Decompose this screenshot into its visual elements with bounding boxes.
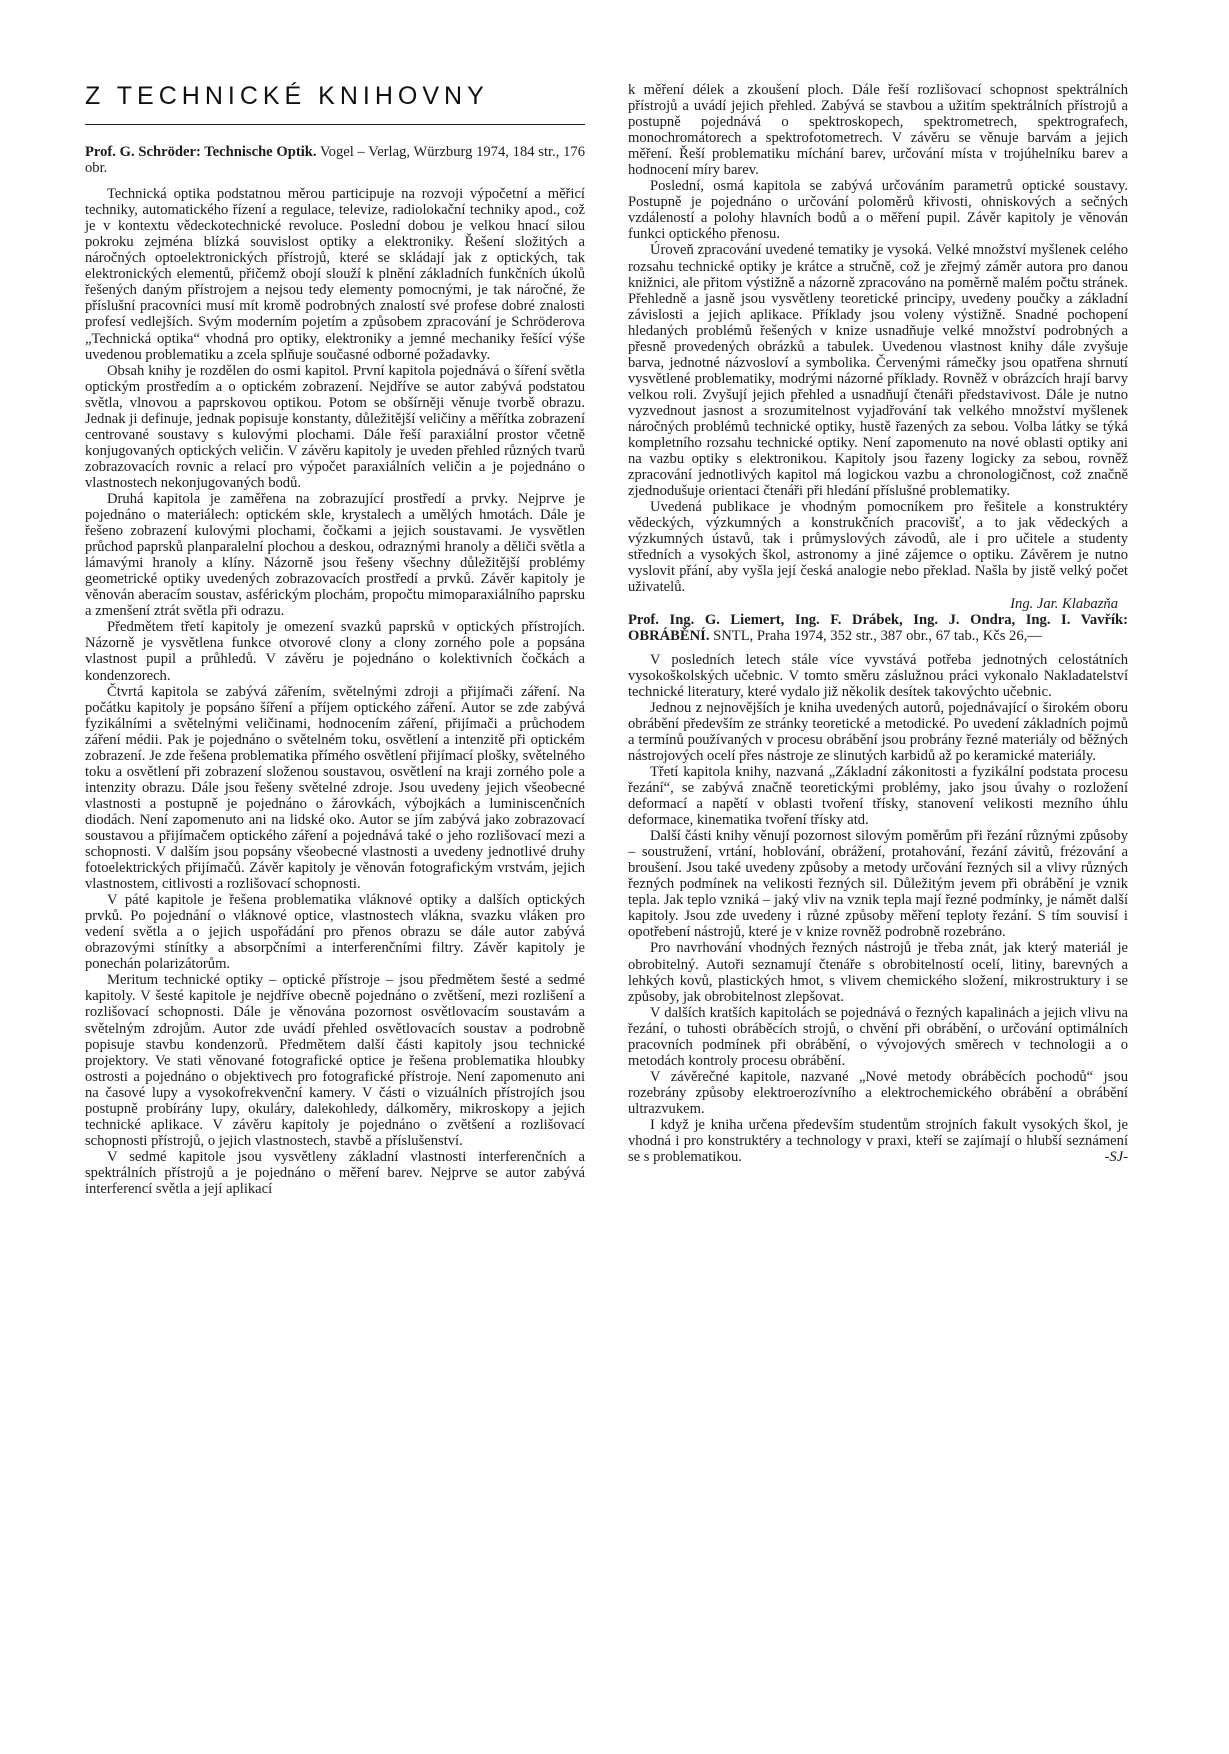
signature-row	[628, 596, 1128, 612]
review-2-publisher: SNTL, Praha 1974, 352 str., 387 obr., 67 tab., Kčs 26,—	[709, 627, 1042, 644]
left-column	[85, 144, 585, 1197]
title-rule	[85, 124, 585, 125]
paragraph: Předmětem třetí kapitoly je omezení svazků paprsků v optických přístrojích. Názorně je vysvětlena funkce otvorové clony a clony zorného pole a popsána vlastnost pupil a průhledů. V závěru je pojednáno o kolektivních čočkách a kondenzorech.	[85, 619, 585, 684]
paragraph: V páté kapitole je řešena problematika vláknové optiky a dalších optických prvků. Po pojednání o vláknové optice, vlastnostech vlákna, svazku vláken pro vedení světla a o jejich uspořádání pro přenos obrazu se dále autor zabývá obrazovými stínítky a absorpčními a interferenčními filtry. Závěr kapitoly je ponechán polarizátorům.	[85, 892, 585, 973]
paragraph: V závěrečné kapitole, nazvané „Nové metody obráběcích pochodů“ jsou rozebrány způsoby elektroerozívního a elektrochemického obrábění a obrábění ultrazvukem.	[628, 1068, 1128, 1117]
paragraph: Třetí kapitola knihy, nazvaná „Základní zákonitosti a fyzikální podstata procesu řezání“, se zabývá značně teoretickými problémy, jako jsou úvahy o rozložení deformací a napětí v oblasti tvoření třísky, stanovení velikosti mezního úhlu deformace, kinematika tvoření třísky atd.	[628, 763, 1128, 829]
right-column	[628, 82, 1128, 1165]
paragraph: Uvedená publikace je vhodným pomocníkem pro řešitele a konstruktéry vědeckých, výzkumných a konstrukčních pracovišť, a to jak vědeckých a výzkumných ústavů, tak i průmyslových závodů, ale i pro učitele a studenty středních a vysokých škol, astronomy a jiné zájemce o optiku. Závěrem je nutno vyslovit přání, aby vyšla její česká analogie nebo překlad. Našla by jistě velký počet uživatelů.	[628, 499, 1128, 596]
review-2-author-title: Prof. Ing. G. Liemert, Ing. F. Drábek, Ing. J. Ondra, Ing. I. Vavřík: OBRÁBĚNÍ.	[628, 611, 1128, 644]
paragraph-last	[628, 1117, 1128, 1165]
paragraph: V sedmé kapitole jsou vysvětleny základní vlastnosti interferenčních a spektrálních přístrojů a je pojednáno o měření barev. Nejprve se autor zabývá interferencí světla a její aplikací	[85, 1148, 585, 1197]
last-paragraph-text: I když je kniha určena především studentům strojních fakult vysokých škol, je vhodná i pro konstruktéry a technology v praxi, kteří se zajímají o hlubší seznámení se s problematikou.	[628, 1117, 1128, 1166]
paragraph: Technická optika podstatnou měrou participuje na rozvoji výpočetní a měřicí techniky, automatického řízení a regulace, televize, radiolokační techniky apod., což je v kontextu vědeckotechnické revoluce. Poslední dobou je velkou hnací silou pokroku zejména blízká souvislost optiky a elektroniky. Řešení složitých a náročných optoelektronických přístrojů, které se skládají jak z optických, tak elektronických elementů, přičemž obojí slouží k plnění základních funkčních úkolů řešených daným přístrojem a nejsou tedy elementy pomocnými, je tak náročné, že příslušní pracovníci musí mít kromě podrobných znalostí své profese dobré znalosti profesí vedlejších. Svým moderním pojetím a způsobem zpracování je Schröderova „Technická optika“ vhodná pro optiky, elektroniky a jemné mechaniky řešící výše uvedenou problematiku a zcela splňuje současné odborné požadavky.	[85, 186, 585, 363]
paragraph: Druhá kapitola je zaměřena na zobrazující prostředí a prvky. Nejprve je pojednáno o materiálech: optickém skle, krystalech a umělých hmotách. Dále je řešeno zobrazení kulovými plochami, čočkami a jejich soustavami. Je vysvětlen průchod paprsků planparalelní plochou a deskou, odraznými hranoly a děliči světla a lámavými hranoly a klíny. Názorně jsou řešeny všechny důležitější problémy geometrické optiky uvedených zobrazovacích prostředí a prvků. Závěr kapitoly je věnován aberacím soustav, asférickým plochám, propočtu mimoparaxiálního paprsku a zmenšení ztrát světla při odrazu.	[85, 490, 585, 620]
paragraph: Meritum technické optiky – optické přístroje – jsou předmětem šesté a sedmé kapitoly. V šesté kapitole je nejdříve obecně pojednáno o zvětšení, mezi rozlišení a rozlišovací schopnosti. Dále je věnována pozornost osvětlovacím soustavám a světelným zdrojům. Autor zde uvádí přehled osvětlovacích soustav a podrobně popisuje stavbu kondenzorů. Předmětem další části kapitoly jsou technické projektory. Ve stati věnované fotografické optice je řešena problematika hloubky ostrosti a pojednáno o objektivech pro fotografické přístroje. Není zapomenuto ani na časové lupy a vysokofrekvenční kamery. V části o vizuálních přístrojích jsou postupně probírány lupy, okuláry, dalekohledy, dálkoměry, mikroskopy a jejich technické aplikace. V závěru kapitoly je pojednáno o zvětšení a rozlišovací schopnosti přístrojů, o jejich vlastnostech, stavbě a příslušenství.	[85, 972, 585, 1149]
paragraph-continued: k měření délek a zkoušení ploch. Dále řeší rozlišovací schopnost spektrálních přístrojů a uvádí jejich přehled. Zabývá se stavbou a užitím spektrálních přístrojů a postupně pojednává o spektroskopech, spektrometrech, spektrografech, monochromátorech a spektrofotometrech. V závěru se věnuje barvám a jejich měření. Řeší problematiku míchání barev, určování místa v trojúhelníku barev a hodnocení míry barev.	[628, 82, 1128, 179]
section-title: Z TECHNICKÉ KNIHOVNY	[85, 82, 489, 110]
paragraph: V posledních letech stále více vyvstává potřeba jednotných celostátních vysokoškolských učebnic. V tomto směru záslužnou práci vykonalo Nakladatelství technické literatury, které vydalo již několik desítek takovýchto učebnic.	[628, 651, 1128, 700]
review-1-citation	[85, 144, 585, 176]
review-2-citation	[628, 612, 1128, 644]
paragraph: Další části knihy věnují pozornost silovým poměrům při řezání různými způsoby – soustružení, vrtání, hoblování, obrážení, protahování, řezání závitů, frézování a broušení. Jsou také uvedeny způsoby a metody určování řezných sil a vlivy různých řezných podmínek na velikosti řezných sil. Důležitým jevem při obrábění je vznik tepla. Jak teplo vzniká – jaký vliv na vznik tepla mají řezné podmínky, je námět další kapitoly. Jsou zde uvedeny i různé způsoby měření teploty řezání. S tím souvisí i opotřebení nástrojů, které je v knize rovněž podrobně rozebráno.	[628, 828, 1128, 941]
paragraph: V dalších kratších kapitolách se pojednává o řezných kapalinách a jejich vlivu na řezání, o tuhosti obráběcích strojů, o chvění při obrábění, o určování optimálních pracovních podmínek při obrábění, o vývojových směrech v technologii a o metodách kontroly procesu obrábění.	[628, 1004, 1128, 1069]
review-1-author-title: Prof. G. Schröder: Technische Optik.	[85, 144, 317, 160]
review-1-signature: Ing. Jar. Klabazňa	[1010, 595, 1118, 612]
paragraph: Obsah knihy je rozdělen do osmi kapitol. První kapitola pojednává o šíření světla optickým prostředím a o optickém zobrazení. Nejdříve se autor zabývá podstatou světla, vlnovou a paprskovou optikou. Potom se obšírněji věnuje tvorbě obrazu. Jednak ji definuje, jednak popisuje konstanty, důležitější veličiny a měřítka zobrazení centrované soustavy s kulovými plochami. Dále řeší paraxiální prostor včetně konjugovaných optických veličin. V závěru kapitoly je uveden přehled různých tvarů zobrazovacích rovnic a relací pro výpočet paraxiálních veličin a je pojednáno o vlastnostech nekonjugovaných bodů.	[85, 362, 585, 491]
paragraph: Jednou z nejnovějších je kniha uvedených autorů, pojednávající o širokém oboru obrábění především ze stránky teoretické a metodické. Po uvedení základních pojmů a termínů používaných v procesu obrábění jsou probrány řezné materiály od běžných nástrojových ocelí přes nástroje ze slinutých karbidů až po keramické materiály.	[628, 699, 1128, 764]
paragraph: Poslední, osmá kapitola se zabývá určováním parametrů optické soustavy. Postupně je pojednáno o určování poloměrů křivosti, ohniskových a sečných vzdáleností a polohy hlavních bodů a o měření pupil. Závěr kapitoly je věnován funkci optického přenosu.	[628, 178, 1128, 243]
paragraph: Pro navrhování vhodných řezných nástrojů je třeba znát, jak který materiál je obrobitelný. Autoři seznamují čtenáře s obrobitelností ocelí, litiny, barevných a lehkých kovů, plastických hmot, s vlivem chemického složení, mikrostruktury i se způsoby, jak obrobitelnost zlepšovat.	[628, 940, 1128, 1005]
review-1-publisher: Vogel – Verlag, Würzburg 1974, 184 str., 176 obr.	[85, 144, 586, 177]
paragraph: Úroveň zpracování uvedené tematiky je vysoká. Velké množství myšlenek celého rozsahu technické optiky je krátce a stručně, což je zřejmý záměr autora pro danou knižnici, ale přitom výstižně a názorně zpracováno na poměrně malém počtu stránek. Přehledně a jasně jsou vysvětleny teoretické principy, uvedeny poučky a základní závislosti a jejich aplikace. Příklady jsou voleny výstižně. Snadné pochopení hledaných problémů řešených v knize usnadňuje velké množství podrobných a přesně provedených obrázků a tabulek. Uvedenou vlastnost knihy dále zvyšuje barva, jednotné názvosloví a symbolika. Červenými rámečky jsou opatřena shrnutí vysvětlené problematiky, modrými názorné příklady. Rovněž v obrázcích hrají barvy velkou roli. Zvyšují jejich přehled a usnadňují čtenáři představivost. Dále je nutno vyzvednout jasnost a srozumitelnost vyjadřování tak velkého množství myšlenek náročných problémů technické optiky, hustě řazených za sebou. Volba látky se týká kompletního rozsahu technické optiky. Není zapomenuto na nové oblasti optiky ani na vazbu optiky s elektronikou. Kapitoly jsou řazeny logicky za sebou, rovněž zpracování jednotlivých kapitol má logickou vazbu a chronologičnost, což značně zjednodušuje orientaci čtenáři při hledání příslušné problematiky.	[628, 242, 1128, 500]
paragraph: Čtvrtá kapitola se zabývá zářením, světelnými zdroji a přijímači záření. Na počátku kapitoly je popsáno šíření a příjem optického záření. Autor se zde zabývá fyzikálními a světelnými veličinami, hodnocením záření, přijímači a průchodem záření médii. Pak je pojednáno o světelném toku, osvětlení a intenzitě při optickém zobrazení. Je zde řešena problematika přímého osvětlení přijímací plošky, světelného toku a osvětlení při zobrazení složenou soustavou, osvětlení na kraji zorného pole a intenzity obrazu. Dále jsou řešeny světelné zdroje. Jsou uvedeny jejich všeobecné vlastnosti a postupně je pojednáno o žárovkách, výbojkách a luminiscenčních diodách. Není zapomenuto ani na lidské oko. Autor se jím zabývá jako zobrazovací soustavou a přijímačem optického záření a pojednává také o jeho rozlišovací mezi a schopnosti. V dalším jsou popsány všeobecné vlastnosti a uvedeny jednotlivé druhy fotoelektrických přijímačů. Závěr kapitoly je věnován fotografickým vrstvám, jejich vlastnostem, citlivosti a rozlišovací schopnosti.	[85, 683, 585, 893]
review-2-signature: -SJ-	[1104, 1149, 1128, 1166]
